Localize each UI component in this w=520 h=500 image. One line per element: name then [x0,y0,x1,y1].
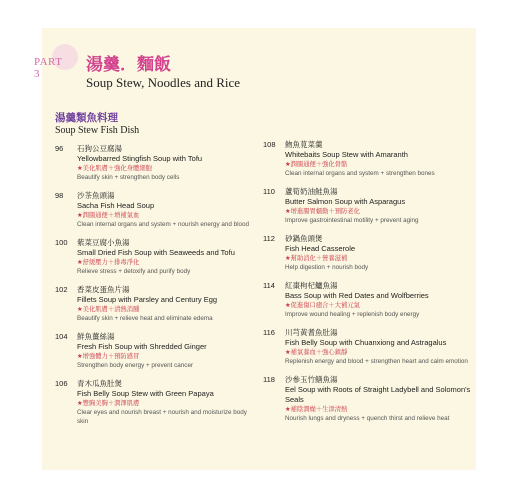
recipe-title-en: Whitebaits Soup Stew with Amaranth [285,150,408,159]
recipe-benefit: ★舒緩壓力＋排毒淨化 [77,259,140,266]
recipe-benefit: ★幫助消化＋營養滋補 [285,255,348,262]
recipe-benefit: ★豐胸美胸＋潤澤肌膚 [77,400,140,407]
recipe-benefit: ★補氣養血＋強心鎮靜 [285,349,348,356]
recipe-entry [55,379,255,426]
recipe-benefit: ★促進傷口癒合＋大補元氣 [285,302,360,309]
recipe-title-en: Fish Belly Soup Stew with Green Papaya [77,389,214,398]
chapter-title-en: Soup Stew, Noodles and Rice [86,75,241,90]
recipe-entry [55,285,255,323]
recipe-page-number: 100 [55,238,68,247]
section-title-en: Soup Stew Fish Dish [55,125,140,136]
recipe-description: Beautify skin + strengthen body cells [77,174,180,181]
recipe-description: Improve wound healing + replenish body energy [285,311,420,318]
recipe-title-zh: 石狗公豆腐湯 [77,144,122,153]
recipe-title-en: Butter Salmon Soup with Asparagus [285,197,406,206]
recipe-title-en: Bass Soup with Red Dates and Wolfberries [285,291,429,300]
recipe-page-number: 114 [263,281,275,290]
recipe-page-number: 110 [263,187,275,196]
recipe-title-en: Small Dried Fish Soup with Seaweeds and Tofu [77,248,235,257]
recipe-description: Relieve stress + detoxify and purify body [77,268,191,275]
recipe-entry [263,187,473,225]
recipe-benefit: ★潤腸通便＋增補氣血 [77,212,140,219]
recipe-title-zh: 沙茶魚頭湯 [77,191,115,200]
recipe-title-zh: 川芎黃耆魚肚湯 [285,328,338,337]
recipe-title-zh: 沙參玉竹鱔魚湯 [285,375,338,384]
recipe-entry [263,281,473,319]
recipe-description: Strengthen body energy + prevent cancer [77,362,194,369]
recipe-entry [263,328,473,366]
recipe-page-number: 116 [263,328,275,337]
recipe-page-number: 96 [55,144,64,153]
recipe-title-en: Eel Soup with Roots of Straight Ladybell and Solomon's Seals [285,385,471,404]
recipe-entry [55,238,255,276]
recipe-title-en: Yellowbarred Stingfish Soup with Tofu [77,154,203,163]
recipe-benefit: ★補陰潤燥＋生津清熱 [285,406,348,413]
recipe-description: Clean internal organs and system + nourish energy and blood [77,221,250,228]
recipe-title-en: Fish Belly Soup with Chuanxiong and Astragalus [285,338,447,347]
recipe-title-en: Fresh Fish Soup with Shredded Ginger [77,342,207,351]
recipe-entry [55,144,255,182]
recipe-title-zh: 砂鍋魚頭煲 [285,234,323,243]
recipe-title-en: Fillets Soup with Parsley and Century Egg [77,295,218,304]
recipe-description: Nourish lungs and dryness + quench thirst and relieve heat [285,415,450,422]
chapter-title-zh: 湯羹．麵飯 [86,55,171,75]
recipe-page-number: 108 [263,140,276,149]
recipe-title-zh: 魩魚莧菜羹 [285,140,323,149]
recipe-title-zh: 青木瓜魚肚煲 [77,379,122,388]
recipe-entry [263,375,473,423]
recipe-description: Clean internal organs and system + strengthen bones [285,170,435,177]
recipe-title-en: Sacha Fish Head Soup [77,201,155,210]
recipe-page-number: 106 [55,379,68,388]
recipe-entry [55,191,255,229]
recipe-benefit: ★美化肌膚＋清熱消腫 [77,306,140,313]
recipe-entry [55,332,255,370]
part-label: PART 3 [34,56,63,80]
recipe-benefit: ★增強體力＋預防感冒 [77,353,140,360]
recipe-page-number: 104 [55,332,68,341]
recipe-page-number: 102 [55,285,68,294]
recipe-page-number: 118 [263,375,275,384]
recipe-description: Replenish energy and blood + strengthen heart and calm emotion [285,358,468,365]
recipe-benefit: ★增進腸胃蠕動＋預防老化 [285,208,360,215]
recipe-description: Help digestion + nourish body [285,264,369,271]
recipe-description: Beautify skin + relieve heat and eliminate edema [77,315,213,322]
recipe-page-number: 112 [263,234,275,243]
recipe-title-zh: 蘆筍奶油鮭魚湯 [285,187,338,196]
recipe-description: Improve gastrointestinal motility + prevent aging [285,217,419,224]
recipe-title-zh: 紫菜豆腐小魚湯 [77,238,130,247]
recipe-benefit: ★美化肌膚＋強化身體細胞 [77,165,152,172]
recipe-title-zh: 香菜皮蛋魚片湯 [77,285,130,294]
section-title-zh: 湯羹類魚料理 [55,112,118,124]
left-column [55,110,255,435]
recipe-benefit: ★潤腸通便＋強化骨骼 [285,161,348,168]
recipe-entry [263,140,473,178]
right-column [263,140,473,432]
recipe-description: Clear eyes and nourish breast + nourish and moisturize body skin [77,409,247,425]
recipe-page-number: 98 [55,191,64,200]
recipe-title-zh: 鮮魚薑絲湯 [77,332,115,341]
recipe-title-en: Fish Head Casserole [285,244,356,253]
recipe-entry [263,234,473,272]
recipe-title-zh: 紅棗枸杞鱸魚湯 [285,281,338,290]
